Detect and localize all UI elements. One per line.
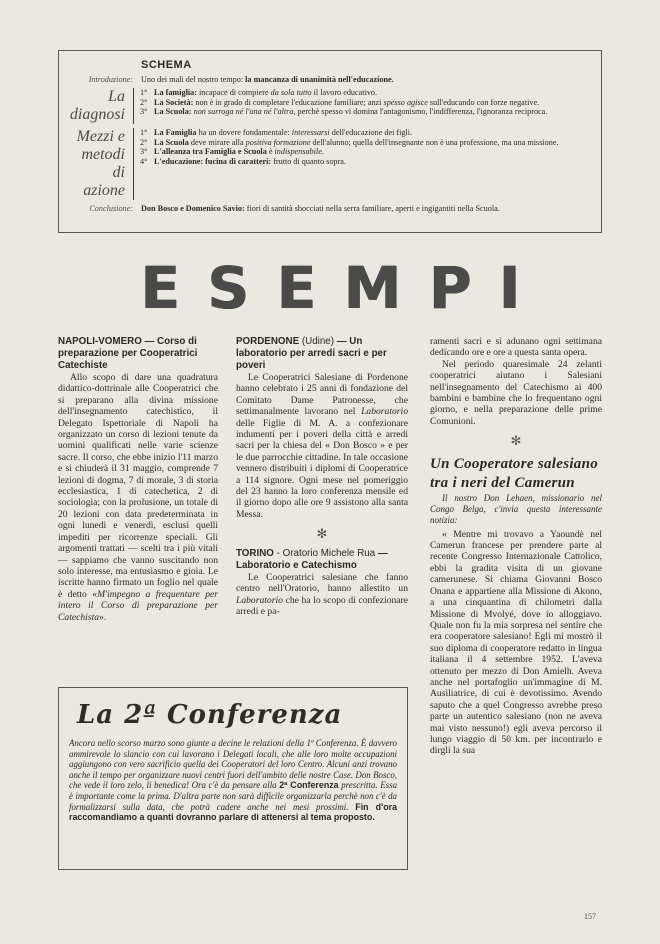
diagnosi-item-1: 1° La famiglia: incapace di compiere da sola tutto il lavoro educativo. <box>140 88 378 98</box>
page-number: 157 <box>584 912 596 921</box>
mezzi-item-4: 4° L'educazione: fucina di caratteri: frutto di quanto sopra. <box>140 156 346 166</box>
diagnosi-label: La diagnosi <box>69 88 134 124</box>
camerun-intro: Il nostro Don Lehaen, missionario nel Congo Belga, c'invia questa interessante notizia: <box>430 492 602 525</box>
pordenone-heading: PORDENONE (Udine) — Un laboratorio per arredi sacri e per poveri <box>236 336 387 371</box>
banner-letter: P <box>428 254 471 322</box>
camerun-title: Un Cooperatore salesiano tra i neri del Camerun <box>430 455 599 491</box>
conferenza-title: La 2ª Conferenza <box>77 700 343 730</box>
schema-conclusione-row <box>69 204 591 213</box>
esempi-banner <box>140 254 520 322</box>
schema-diagnosi <box>69 88 591 124</box>
conclusione-label: Conclusione: <box>89 204 133 214</box>
intro-text: Uno dei mali del nostro tempo: <box>141 75 244 84</box>
diagnosi-item-3: 3° La Scuola: non surroga né l'una né l'altra, perchè spesso vi domina l'antagonismo, l'indifferenza, l'ignoranza reciproca. <box>140 107 548 117</box>
mezzi-label: Mezzi e metodi di azione <box>69 128 134 200</box>
pordenone-body: Le Cooperatrici Salesiane di Pordenone hanno celebrato i 25 anni di fondazione del Comitato Dame Patronesse, che settimanalmente lavorano nel Laboratorio delle Figlie di M. A. a confezionare indumenti per i poveri della città e arredi sacri per la chiesa del « Don Bosco » e per le due parrocchie cittadine. In tale occasione vennero distribuiti i diplomi di Cooperatrice a 114 signore. Ogni mese nel pomeriggio del 23 hanno la loro conferenza mensile ed il giorno dopo alle ore 9 assistono alla santa Messa. <box>236 372 408 520</box>
banner-letter: I <box>498 254 520 322</box>
schema-intro-row <box>69 75 591 84</box>
mezzi-item-1: 1° La Famiglia ha un dovere fondamentale: interessarsi dell'educazione dei figli. <box>140 128 413 138</box>
banner-letter: E <box>276 254 316 322</box>
column-1 <box>58 336 218 623</box>
camerun-body: « Mentre mi trovavo a Yaoundè nel Camerun francese per prendere parte al recente Congresso Internazionale Cattolico, ebbi la gradita visita di un giovane camerunese. Si chiama Giovanni Bosco Onana e appartiene alla Missione di Akono, a una cinquantina di chilometri dalla Missione di Mvolyé, dove io alloggiavo. Quale non fu la mia sorpresa nel sentire che era cooperatore salesiano! Egli mi mostrò il suo diploma di cooperatore redatto in lingua italiana il 4 settembre 1952. L'aveva ottenuto per mezzo di Don Amielh. Aveva anche nel portafoglio un'immagine di M. Ausiliatrice, di cui è devotissimo. Avendo saputo che a quel Congresso avrebbe preso parte un autentico salesiano (non ne aveva mai visto nessuno!) egli aveva percorso il lungo viaggio di 50 km. per incontrarlo e dirgli la sua <box>430 528 602 757</box>
banner-letter: E <box>140 254 180 322</box>
schema-box <box>58 50 602 233</box>
torino-body-cont: ramenti sacri e si adunano ogni settimana dedicando ore e ore a questa santa opera. <box>430 336 602 359</box>
schema-mezzi <box>69 128 591 200</box>
torino-body-2: Nel periodo quaresimale 24 zelanti cooperatrici aiutano i Salesiani nell'insegnamento del Catechismo ai 400 bambini e bambine che lo frequentano ogni giorno, e nella preparazione delle prime Comunioni. <box>430 358 602 427</box>
conferenza-text: Ancora nello scorso marzo sono giunte a decine le relazioni della 1ª Conferenza. È davvero ammirevole lo slancio con cui lavorano i Delegati locali, che alle loro molte occupazioni aggiungono con vero sacrificio quella dei Cooperatori del loro Centro. Alcuni anzi trovano anche il tempo per organizzare nuovi centri fuori dell'ambito delle nostre Case. Don Bosco, che vede il loro zelo, li benedica! Ora c'è da pensare alla 2ª Conferenza prescritta. Essa è importante come la prima. D'altra parte non sarà difficile organizzarla perchè non c'è da formalizzarsi sulla data, che potrà cadere anche nei mesi prossimi. Fin d'ora raccomandiamo a quanti dovranno parlare di attenersi al tema proposto. <box>69 738 398 823</box>
column-2 <box>236 336 408 617</box>
torino-heading: TORINO - Oratorio Michele Rua — Laboratorio e Catechismo <box>236 547 388 571</box>
star-divider: ✻ <box>510 433 522 449</box>
conclusione-text: fiori di santità sbocciati nella serra familiare, aperti e ingigantiti nella Scuola. <box>246 204 500 214</box>
banner-letter: S <box>207 254 249 322</box>
schema-title: SCHEMA <box>141 59 192 71</box>
conferenza-box <box>58 687 408 870</box>
column-3 <box>430 336 602 757</box>
intro-bold: la mancanza di unanimità nell'educazione. <box>245 75 394 84</box>
banner-letter: M <box>343 254 402 322</box>
torino-body: Le Cooperatrici salesiane che fanno centro nell'Oratorio, hanno allestito un Laboratorio che ha lo scopo di confezionare arredi e pa- <box>236 571 409 617</box>
diagnosi-item-2: 2° La Società: non è in grado di completare l'educazione familiare; anzi spesso agisce sull'educando con forze negative. <box>140 97 540 107</box>
star-divider: ✻ <box>316 526 328 542</box>
intro-label: Introduzione: <box>88 75 133 84</box>
napoli-heading: NAPOLI-VOMERO — Corso di preparazione per Cooperatrici Catechiste <box>58 336 198 371</box>
napoli-body: Allo scopo di dare una quadratura didattico-dottrinale alle Cooperatrici che si preparano alla divina missione dell'insegnamento catechistico, il Delegato Ispettoriale di Napoli ha organizzato un corso di lezioni tenute da uomini qualificati nelle varie scienze sacre. Il corso, che ebbe inizio l'11 marzo e si chiuderà il 31 maggio, comprende 7 lezioni di dogma, 7 di morale, 3 di storia ecclesiastica, 1 di catechetica, 2 di sociologia; con la prolusione, un totale di 20 lezioni con data predeterminata in ogni lunedì e venerdì, esclusi quelli impediti per ricorrenze speciali. Gli argomenti trattati — scelti tra i più vitali — sappiamo che vanno suscitando non solo interesse, ma entusiasmo e gioia. Le iscritte hanno firmato un foglio nel quale è detto «M'impegno a frequentare per intero il Corso di preparazione per Catechista». <box>58 372 218 623</box>
conclusione-bold: Don Bosco e Domenico Savio: <box>141 204 245 214</box>
mezzi-item-2: 2° La Scuola deve mirare alla positiva formazione dell'alunno; quella dell'insegnante non è una professione, ma una missione. <box>140 137 559 147</box>
mezzi-item-3: 3° L'alleanza tra Famiglia e Scuola è indispensabile. <box>140 147 324 157</box>
